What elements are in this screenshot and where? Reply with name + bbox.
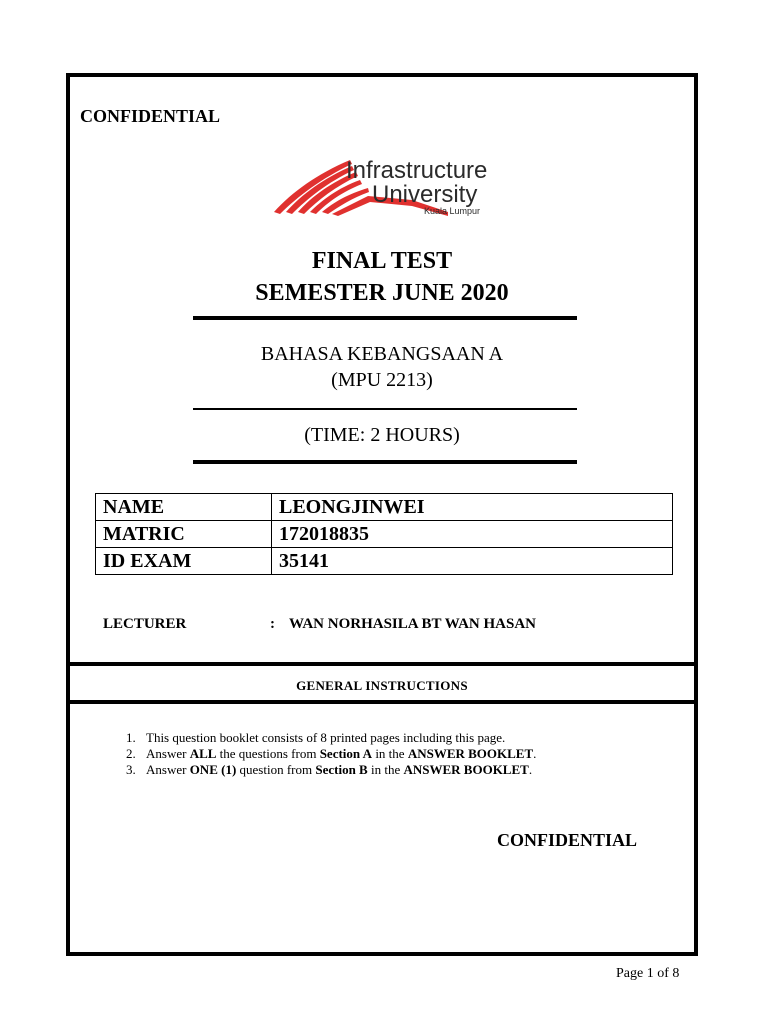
matric-label: MATRIC — [96, 521, 272, 548]
exam-duration: (TIME: 2 HOURS) — [304, 424, 460, 446]
list-item: 1. This question booklet consists of 8 printed pages including this page. — [126, 730, 506, 745]
lecturer-label: LECTURER — [103, 616, 187, 632]
page-number: Page 1 of 8 — [616, 966, 680, 981]
id-exam-value: 35141 — [272, 548, 673, 575]
table-row — [96, 494, 673, 521]
name-value: LEONGJINWEI — [272, 494, 673, 521]
course-code: (MPU 2213) — [331, 369, 433, 391]
svg-text:University: University — [372, 181, 478, 208]
exam-semester: SEMESTER JUNE 2020 — [255, 280, 509, 306]
section-divider-2 — [66, 700, 698, 704]
course-name: BAHASA KEBANGSAAN A — [260, 343, 504, 365]
divider-thin — [193, 408, 577, 410]
list-item: 2. Answer ALL the questions from Section A in the ANSWER BOOKLET. — [126, 746, 537, 761]
lecturer-colon: : — [270, 616, 275, 632]
divider-thick-2 — [193, 460, 577, 464]
list-item: 3. Answer ONE (1) question from Section B in the ANSWER BOOKLET. — [126, 762, 533, 777]
university-logo — [272, 152, 502, 218]
matric-value: 172018835 — [272, 521, 673, 548]
table-row — [96, 548, 673, 575]
svg-text:Kuala Lumpur: Kuala Lumpur — [424, 206, 481, 216]
confidential-top: CONFIDENTIAL — [80, 106, 221, 126]
table-row — [96, 521, 673, 548]
svg-text:Infrastructure: Infrastructure — [346, 157, 488, 184]
student-info-table — [95, 493, 673, 575]
section-divider-1 — [66, 662, 698, 666]
instruction-list — [126, 730, 536, 778]
lecturer-name: WAN NORHASILA BT WAN HASAN — [289, 616, 537, 632]
exam-title: FINAL TEST — [311, 248, 453, 274]
confidential-bottom: CONFIDENTIAL — [497, 830, 638, 850]
id-exam-label: ID EXAM — [96, 548, 272, 575]
divider-thick-1 — [193, 316, 577, 320]
general-instructions-heading: GENERAL INSTRUCTIONS — [296, 678, 468, 693]
name-label: NAME — [96, 494, 272, 521]
